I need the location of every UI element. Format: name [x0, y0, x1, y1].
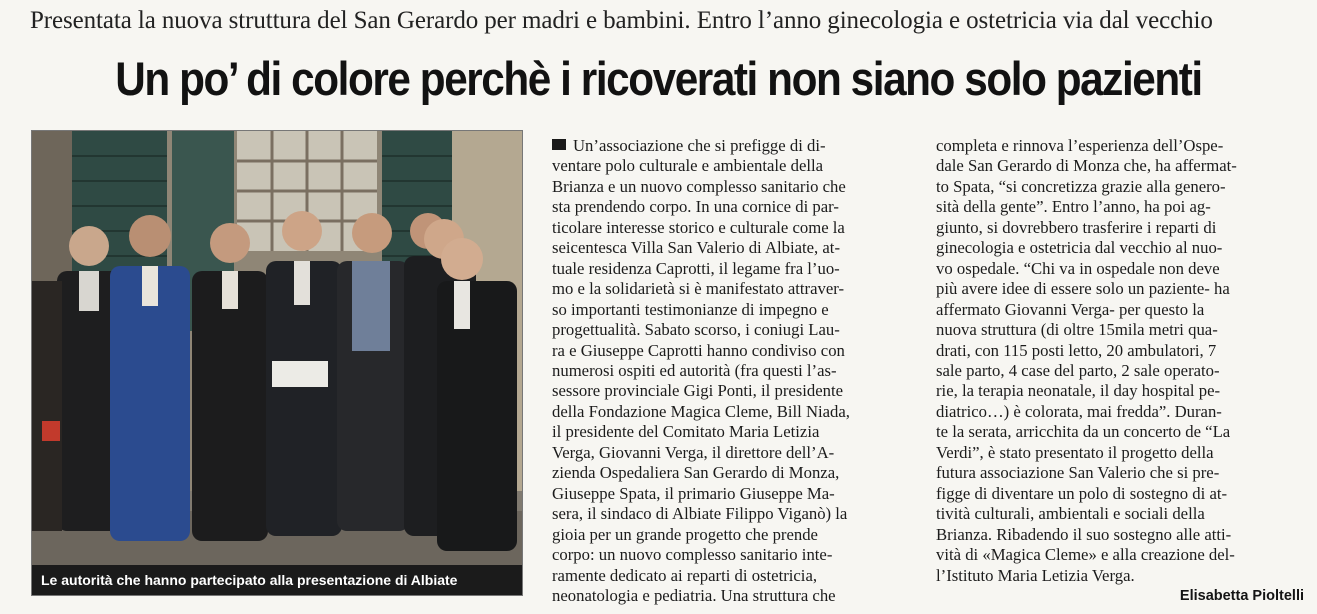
column-line: il presidente del Comitato Maria Letizia	[552, 422, 820, 442]
paragraph-bullet-icon	[552, 139, 566, 150]
column-line: numerosi ospiti ed autorità (fra questi l’as-	[552, 360, 837, 380]
column-line: Brianza e un nuovo complesso sanitario che	[552, 176, 846, 196]
column-line: ginecologia e ostetricia dal vecchio al nuo-	[936, 238, 1223, 258]
column-line: Verdi”, è stato presentato il progetto della	[936, 442, 1214, 462]
column-line: Verga, Giovanni Verga, il direttore dell’A-	[552, 442, 835, 462]
photo-caption: Le autorità che hanno partecipato alla presentazione di Albiate	[32, 565, 522, 595]
article-byline: Elisabetta Pioltelli	[1179, 588, 1304, 604]
column-line: affermato Giovanni Verga- per questo la	[936, 299, 1205, 319]
column-line: rie, la terapia neonatale, il day hospital pe-	[936, 381, 1221, 401]
column-line: più avere idee di essere solo un paziente- ha	[936, 279, 1230, 299]
column-line: sera, il sindaco di Albiate Filippo Viganò) la	[552, 504, 848, 524]
column-line: ramente dedicato ai reparti di ostetricia,	[552, 565, 818, 585]
column-line: so importanti testimonianze di impegno e	[552, 299, 829, 319]
column-line: ticolare interesse storico e culturale come la	[552, 217, 845, 237]
column-line: Un’associazione che si prefigge di di-	[552, 136, 914, 156]
column-line: to Spata, “si concretizza grazie alla genero-	[936, 176, 1226, 196]
column-line: diatrico…) è colorata, mai fredda”. Duran-	[936, 401, 1222, 421]
column-line: neonatologia e pediatria. Una struttura che	[552, 585, 836, 605]
column-line: completa e rinnova l’esperienza dell’Ospe-	[936, 136, 1224, 155]
column-line: giunto, si dovrebbero trasferire i reparti di	[936, 217, 1217, 237]
column-line: seicentesca Villa San Valerio di Albiate, at-	[552, 238, 841, 258]
column-line: l’Istituto Maria Letizia Verga.	[936, 565, 1135, 585]
column-line: tuale residenza Caprotti, il legame fra l’uo-	[552, 258, 840, 278]
column-line: mo e la solidarietà si è manifestato attraver-	[552, 279, 845, 299]
column-line: Brianza. Ribadendo il suo sostegno alle atti-	[936, 524, 1232, 544]
article-column-2	[936, 136, 1304, 586]
column-line: dale San Gerardo di Monza che, ha affermat-	[936, 156, 1237, 176]
column-line: figge di diventare un polo di sostegno di at-	[936, 483, 1228, 503]
article-photo	[31, 130, 523, 596]
column-line: della Fondazione Magica Cleme, Bill Niada,	[552, 401, 850, 421]
article-kicker: Presentata la nuova struttura del San Gerardo per madri e bambini. Entro l’anno ginecologia e ostetricia via dal vecchio	[30, 7, 1213, 34]
column-line: drati, con 115 posti letto, 20 ambulatori, 7	[936, 340, 1217, 360]
article-column-1	[552, 136, 914, 606]
column-line: te la serata, arricchita da un concerto de “La	[936, 422, 1231, 442]
column-line: sta prendendo corpo. In una cornice di par-	[552, 197, 839, 217]
column-line: Giuseppe Spata, il primario Giuseppe Ma-	[552, 483, 835, 503]
column-line: sale parto, 4 case del parto, 2 sale operato-	[936, 360, 1220, 380]
column-line: vità di «Magica Cleme» e alla creazione del-	[936, 545, 1235, 565]
column-line: progettualità. Sabato scorso, i coniugi Lau-	[552, 320, 840, 340]
column-line: ra e Giuseppe Caprotti hanno condiviso con	[552, 340, 845, 360]
column-line: futura associazione San Valerio che si pre-	[936, 463, 1220, 483]
column-line: sessore provinciale Gigi Ponti, il presidente	[552, 381, 844, 401]
column-line: tività culturali, ambientali e sociali della	[936, 504, 1205, 524]
column-line: sità della gente”. Entro l’anno, ha poi ag-	[936, 197, 1211, 217]
column-line: nuova struttura (di oltre 15mila metri qua-	[936, 320, 1218, 340]
column-line: ventare polo culturale e ambientale della	[552, 156, 824, 176]
column-line: vo ospedale. “Chi va in ospedale non deve	[936, 258, 1220, 278]
column-line: gioia per un grande progetto che prende	[552, 524, 818, 544]
column-line: zienda Ospedaliera San Gerardo di Monza,	[552, 463, 840, 483]
article-headline: Un po’ di colore perchè i ricoverati non siano solo pazienti	[115, 52, 1202, 105]
group-portrait-image	[32, 131, 523, 596]
column-line: corpo: un nuovo complesso sanitario inte-	[552, 545, 833, 565]
